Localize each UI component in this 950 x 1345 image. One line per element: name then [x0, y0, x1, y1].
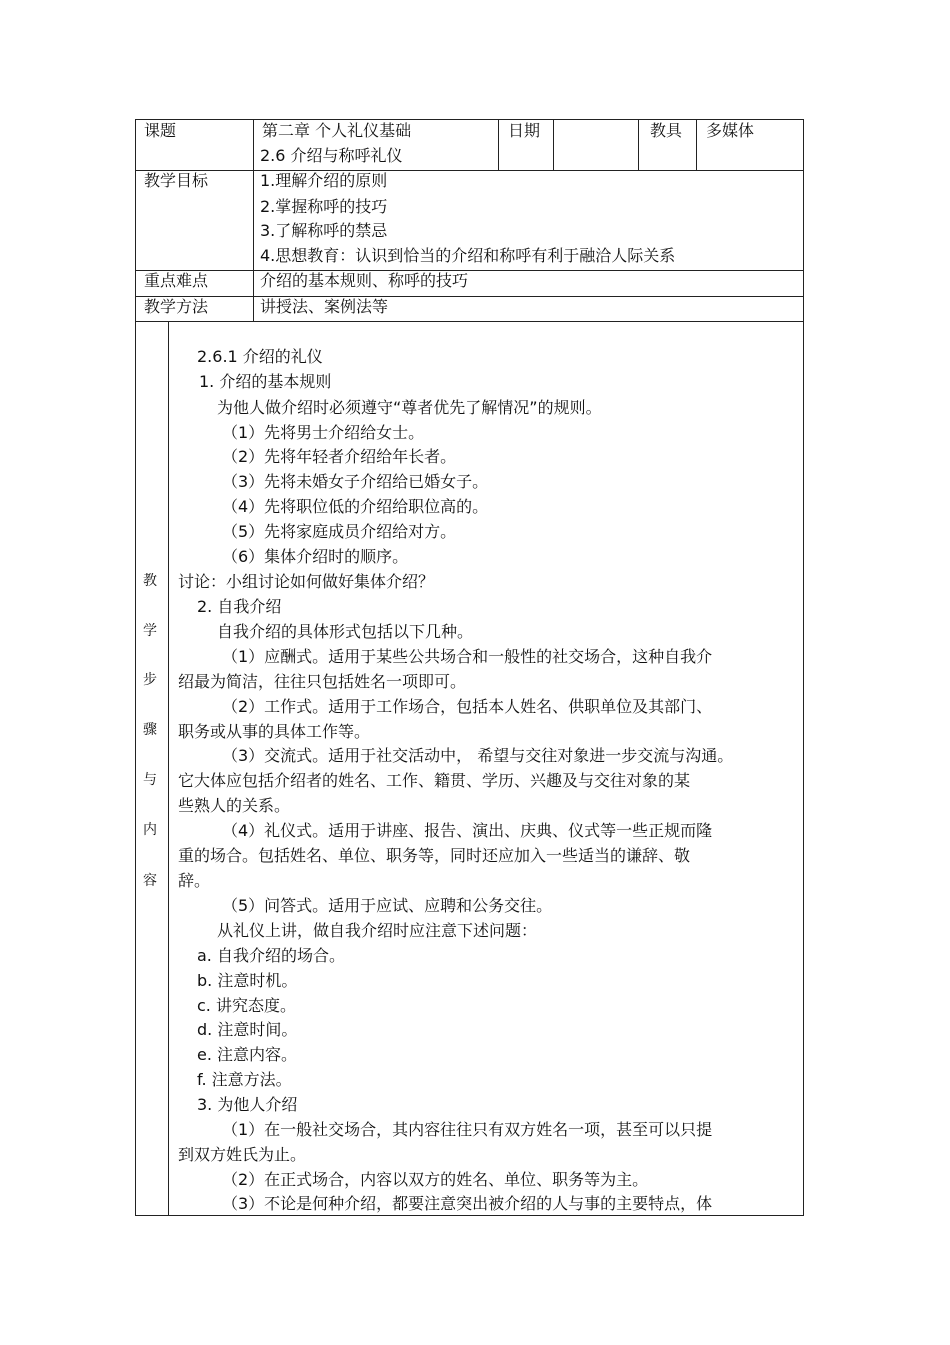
- content-line: 些熟人的关系。: [178, 796, 291, 815]
- table-border-side-col: [168, 321, 169, 1216]
- content-line: （3）不论是何种介绍，都要注意突出被介绍的人与事的主要特点，体: [222, 1194, 713, 1213]
- table-border-bottom: [135, 1215, 804, 1216]
- content-line: （4）先将职位低的介绍给职位高的。: [222, 497, 489, 516]
- side-label-char: 步: [143, 672, 157, 688]
- content-line: 职务或从事的具体工作等。: [178, 722, 371, 741]
- table-border-label-col: [253, 119, 254, 322]
- section-heading: 2.6.1 介绍的礼仪: [197, 347, 323, 366]
- list-item: f. 注意方法。: [197, 1070, 292, 1089]
- content-line: 到双方姓氏为止。: [178, 1145, 307, 1164]
- content-line: （2）先将年轻者介绍给年长者。: [222, 447, 457, 466]
- table-border-goals-bottom: [135, 270, 804, 271]
- content-line: （1）在一般社交场合，其内容往往只有双方姓名一项，甚至可以只提: [222, 1120, 713, 1139]
- tools-label: 教具: [650, 121, 683, 140]
- methods-label: 教学方法: [144, 297, 209, 316]
- content-line: （6）集体介绍时的顺序。: [222, 547, 409, 566]
- subsection-heading: 3. 为他人介绍: [197, 1095, 298, 1114]
- goal-item: 1.理解介绍的原则: [260, 171, 388, 190]
- side-label-char: 学: [143, 623, 157, 639]
- table-border-left: [135, 119, 136, 1216]
- list-item: c. 讲究态度。: [197, 996, 296, 1015]
- tools-value: 多媒体: [706, 121, 755, 140]
- content-line: （5）问答式。适用于应试、应聘和公务交往。: [222, 896, 553, 915]
- subsection-heading: 1. 介绍的基本规则: [199, 372, 332, 391]
- table-border-top: [135, 119, 804, 120]
- keypoints-value: 介绍的基本规则、称呼的技巧: [260, 271, 469, 290]
- content-line: 绍最为简洁，往往只包括姓名一项即可。: [178, 672, 467, 691]
- table-border-methods-bottom: [135, 321, 804, 322]
- goal-item: 2.掌握称呼的技巧: [260, 197, 388, 216]
- list-item: d. 注意时间。: [197, 1020, 298, 1039]
- side-label-char: 骤: [143, 722, 157, 738]
- content-line: 自我介绍的具体形式包括以下几种。: [217, 622, 474, 641]
- table-border-date-label-left: [498, 119, 499, 171]
- content-line: （5）先将家庭成员介绍给对方。: [222, 522, 457, 541]
- methods-value: 讲授法、案例法等: [260, 297, 389, 316]
- list-item: b. 注意时机。: [197, 971, 298, 990]
- side-label-char: 内: [143, 822, 157, 838]
- topic-title-line1: 第二章 个人礼仪基础: [262, 121, 412, 140]
- discussion-line: 讨论：小组讨论如何做好集体介绍？: [178, 572, 435, 591]
- table-border-right: [803, 119, 804, 1216]
- content-line: 从礼仪上讲，做自我介绍时应注意下述问题：: [217, 921, 538, 940]
- topic-title-line2: 2.6 介绍与称呼礼仪: [260, 146, 403, 165]
- side-label-char: 与: [143, 772, 157, 788]
- subsection-heading: 2. 自我介绍: [197, 597, 282, 616]
- content-line: （1）应酬式。适用于某些公共场合和一般性的社交场合，这种自我介: [222, 647, 713, 666]
- table-border-tools-value-left: [696, 119, 697, 171]
- goals-label: 教学目标: [144, 171, 209, 190]
- table-border-tools-label-left: [638, 119, 639, 171]
- content-line: 重的场合。包括姓名、单位、职务等，同时还应加入一些适当的谦辞、敬: [178, 846, 691, 865]
- keypoints-label: 重点难点: [144, 271, 209, 290]
- side-label-char: 教: [143, 573, 157, 589]
- list-item: e. 注意内容。: [197, 1045, 298, 1064]
- content-line: （3）交流式。适用于社交活动中， 希望与交往对象进一步交流与沟通。: [222, 746, 734, 765]
- list-item: a. 自我介绍的场合。: [197, 946, 345, 965]
- goal-item: 4.思想教育：认识到恰当的介绍和称呼有利于融洽人际关系: [260, 246, 676, 265]
- date-label: 日期: [508, 121, 541, 140]
- content-line: （3）先将未婚女子介绍给已婚女子。: [222, 472, 489, 491]
- table-border-header-bottom: [135, 170, 804, 171]
- content-line: （4）礼仪式。适用于讲座、报告、演出、庆典、仪式等一些正规而隆: [222, 821, 713, 840]
- goal-item: 3.了解称呼的禁忌: [260, 221, 388, 240]
- topic-label: 课题: [144, 121, 177, 140]
- content-line: 它大体应包括介绍者的姓名、工作、籍贯、学历、兴趣及与交往对象的某: [178, 771, 691, 790]
- table-border-keypoints-bottom: [135, 296, 804, 297]
- content-line: 辞。: [178, 871, 211, 890]
- side-label-char: 容: [143, 873, 157, 889]
- content-line: （2）工作式。适用于工作场合，包括本人姓名、供职单位及其部门、: [222, 697, 713, 716]
- content-line: 为他人做介绍时必须遵守“尊者优先了解情况”的规则。: [217, 398, 602, 417]
- content-line: （1）先将男士介绍给女士。: [222, 423, 425, 442]
- content-line: （2）在正式场合，内容以双方的姓名、单位、职务等为主。: [222, 1170, 649, 1189]
- table-border-date-value-left: [553, 119, 554, 171]
